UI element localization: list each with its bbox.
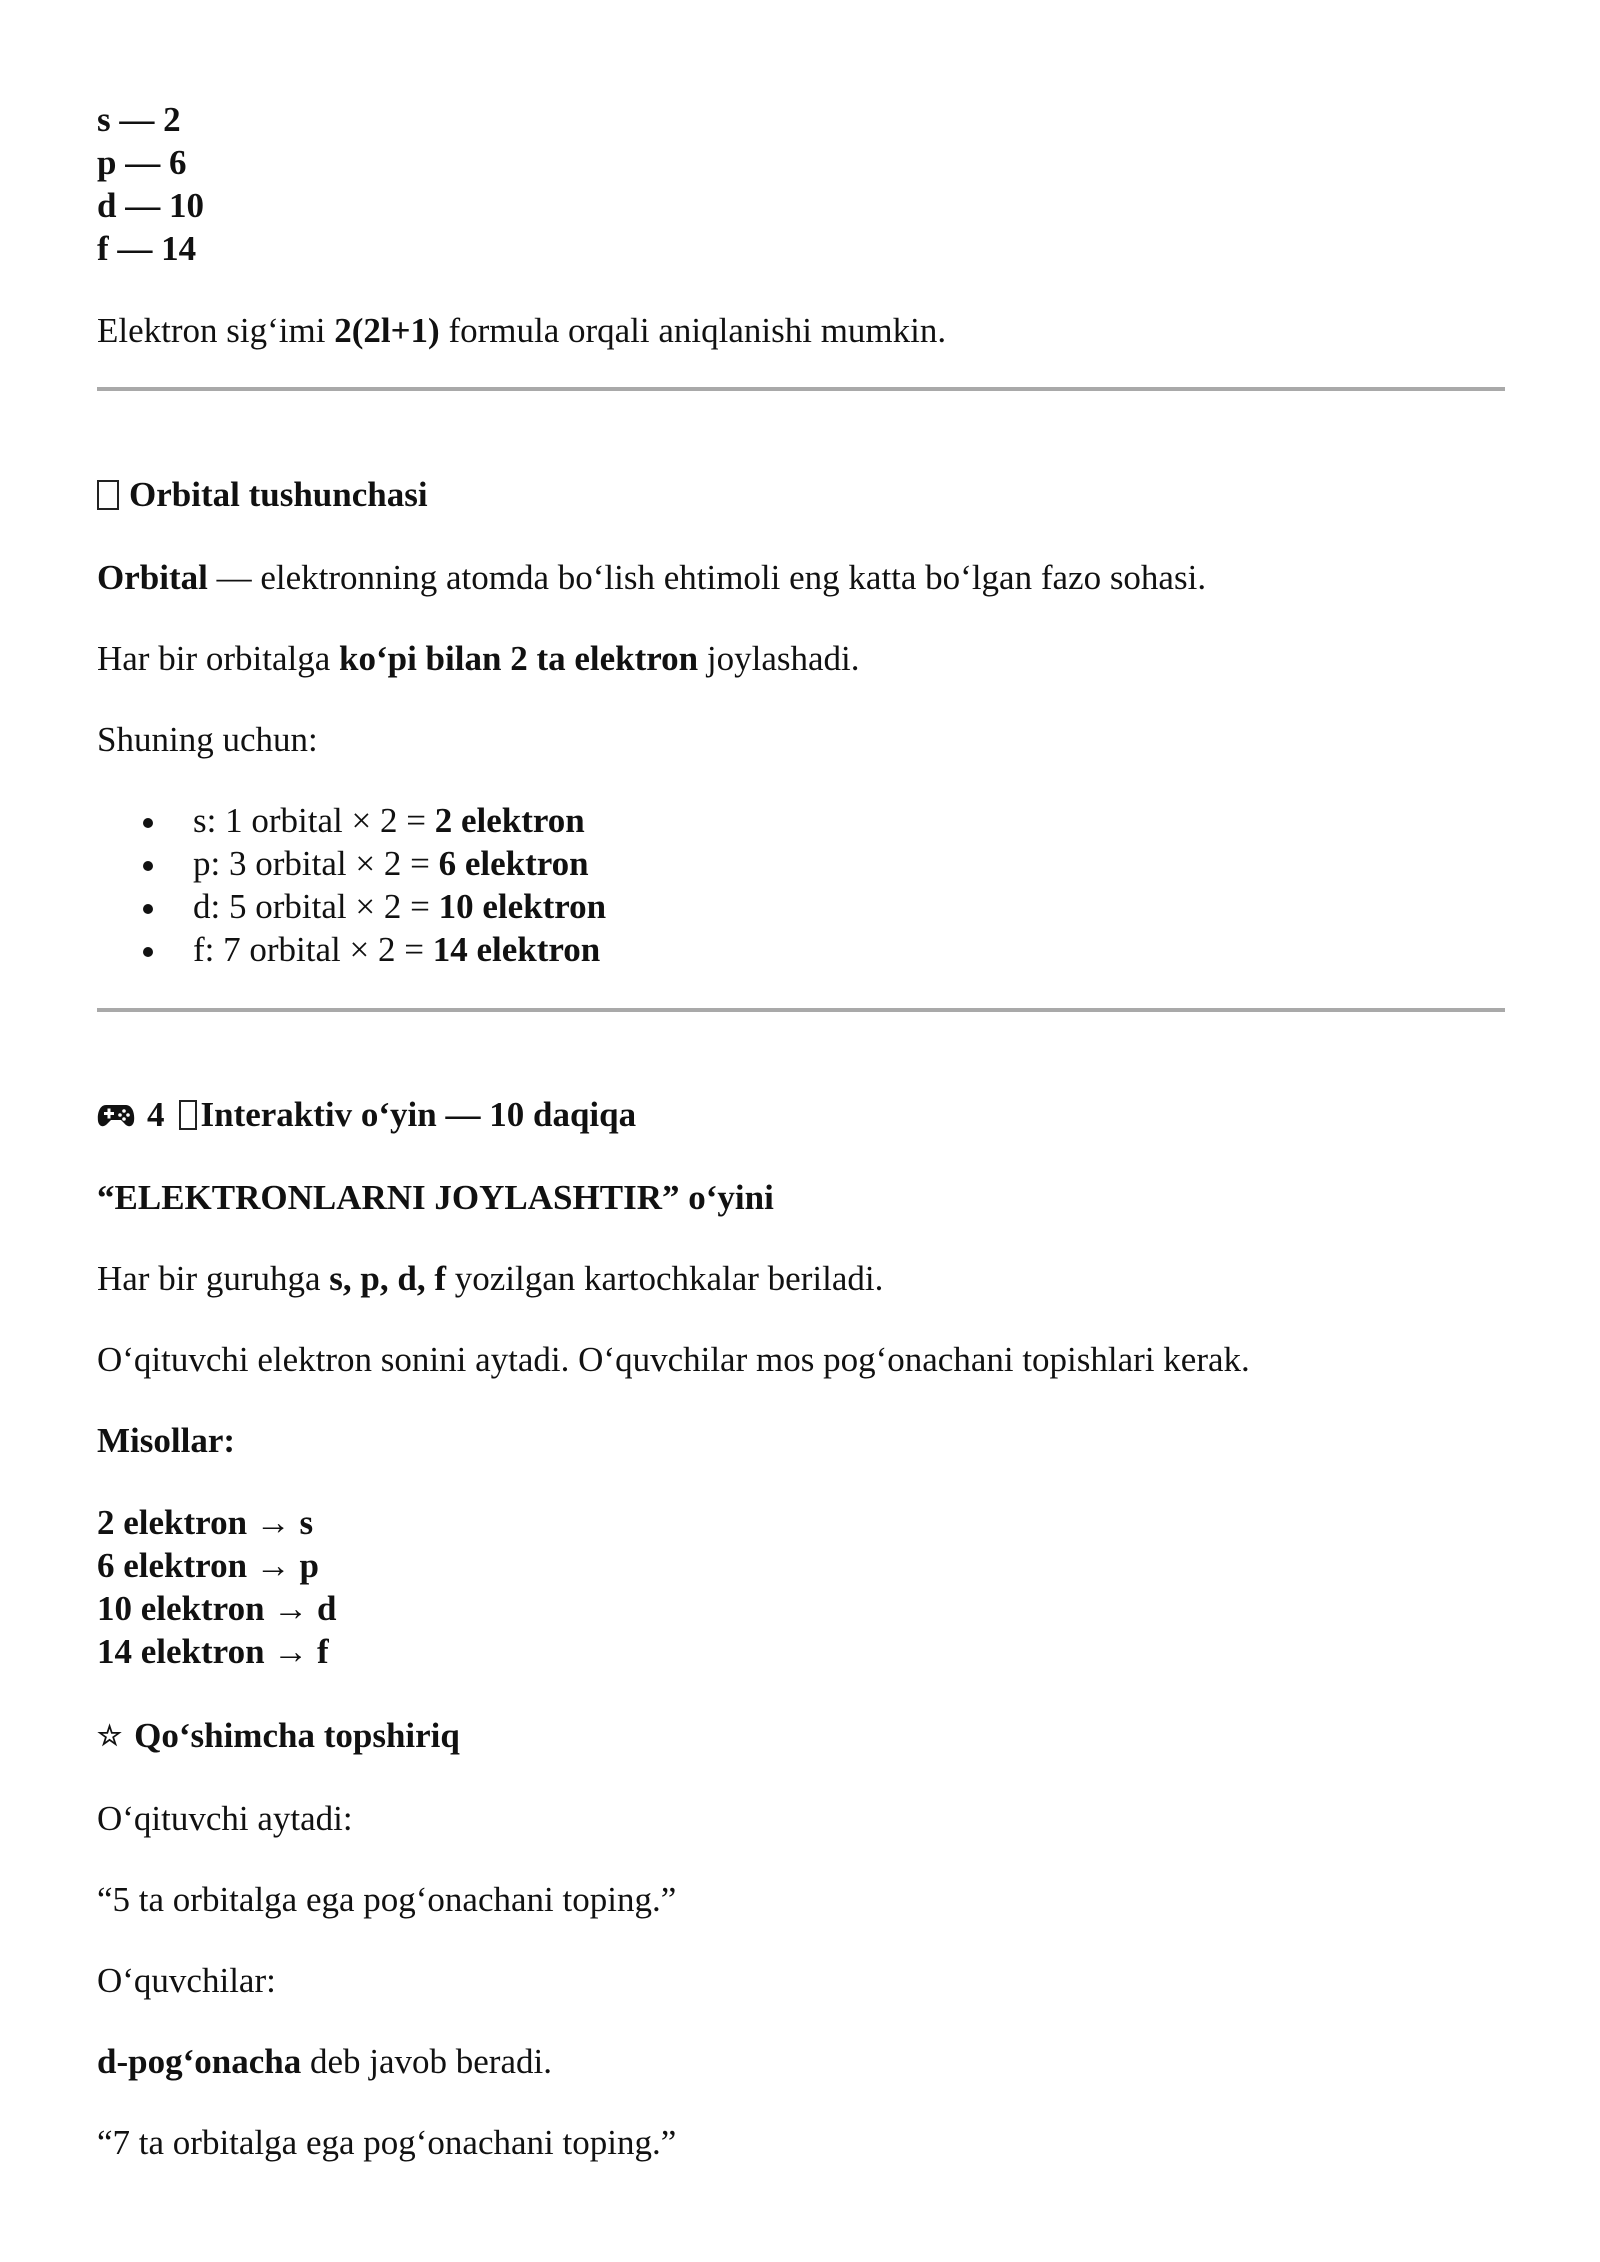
list-item-bold: 10 elektron (438, 887, 607, 926)
student-answer (97, 2040, 552, 2084)
cards-bold: s, p, d, f (329, 1259, 447, 1298)
answer-text: deb javob beradi. (301, 2042, 552, 2081)
list-item (193, 799, 585, 843)
capacity-item-f: f — 14 (97, 229, 197, 268)
extra-task-heading (97, 1714, 460, 1759)
orbital-heading-text: Orbital tushunchasi (129, 475, 428, 514)
rule-text-before: Har bir orbitalga (97, 639, 339, 678)
list-item-bold: 2 elektron (434, 801, 585, 840)
formula-bold: 2(2l+1) (334, 311, 440, 350)
rule-text-after: joylashadi. (698, 639, 860, 678)
examples-label: Misollar: (97, 1421, 236, 1460)
gamepad-icon (97, 1103, 135, 1129)
list-item-text: d: 5 orbital × 2 = (193, 887, 439, 926)
shuning-uchun: Shuning uchun: (97, 720, 318, 759)
divider (97, 1008, 1505, 1012)
formula-text-after: formula orqali aniqlanishi mumkin. (439, 311, 947, 350)
formula-text-before: Elektron sig‘imi (97, 311, 335, 350)
capacity-item-s: s — 2 (97, 100, 181, 139)
bullet-dot (143, 861, 153, 871)
game-heading-text: Interaktiv o‘yin — 10 daqiqa (200, 1095, 637, 1134)
bullet-dot (143, 947, 153, 957)
bullet-dot (143, 818, 153, 828)
answer-bold: d-pog‘onacha (97, 2042, 302, 2081)
orbital-term: Orbital (97, 558, 208, 597)
game-instruction: O‘qituvchi elektron sonini aytadi. O‘quvchilar mos pog‘onachani topishlari kerak. (97, 1340, 1250, 1379)
orbital-rule (97, 637, 860, 681)
students-label: O‘quvchilar: (97, 1961, 276, 2000)
formula-paragraph (97, 309, 946, 353)
question-2: “7 ta orbitalga ega pog‘onachani toping.” (97, 2123, 677, 2162)
orbital-definition (97, 556, 1206, 600)
question-1: “5 ta orbitalga ega pog‘onachani toping.” (97, 1880, 677, 1919)
divider (97, 387, 1505, 391)
game-title: “ELEKTRONLARNI JOYLASHTIR” o‘yini (97, 1178, 774, 1217)
example-item: 14 elektron → f (97, 1632, 329, 1671)
example-item: 6 elektron → p (97, 1546, 319, 1585)
capacity-item-p: p — 6 (97, 143, 187, 182)
star-icon: ☆ (97, 1721, 123, 1752)
missing-glyph-icon (97, 480, 119, 510)
bullet-dot (143, 904, 153, 914)
list-item-text: p: 3 orbital × 2 = (193, 844, 439, 883)
rule-bold: ko‘pi bilan 2 ta elektron (339, 639, 699, 678)
example-item: 10 elektron → d (97, 1589, 337, 1628)
example-item: 2 elektron → s (97, 1503, 314, 1542)
list-item (193, 842, 589, 886)
game-heading-number: 4 (147, 1095, 165, 1134)
teacher-says: O‘qituvchi aytadi: (97, 1799, 353, 1838)
list-item-bold: 14 elektron (432, 930, 601, 969)
missing-glyph-icon (179, 1100, 197, 1130)
list-item-text: f: 7 orbital × 2 = (193, 930, 433, 969)
game-cards (97, 1257, 883, 1301)
extra-task-heading-text: Qo‘shimcha topshiriq (134, 1716, 460, 1755)
orbital-heading (97, 473, 428, 517)
cards-text-after: yozilgan kartochkalar beriladi. (446, 1259, 884, 1298)
game-heading (97, 1093, 636, 1137)
cards-text-before: Har bir guruhga (97, 1259, 330, 1298)
list-item (193, 885, 606, 929)
capacity-item-d: d — 10 (97, 186, 204, 225)
list-item-bold: 6 elektron (438, 844, 589, 883)
orbital-definition-text: — elektronning atomda bo‘lish ehtimoli eng katta bo‘lgan fazo sohasi. (207, 558, 1207, 597)
list-item (193, 928, 600, 972)
list-item-text: s: 1 orbital × 2 = (193, 801, 435, 840)
